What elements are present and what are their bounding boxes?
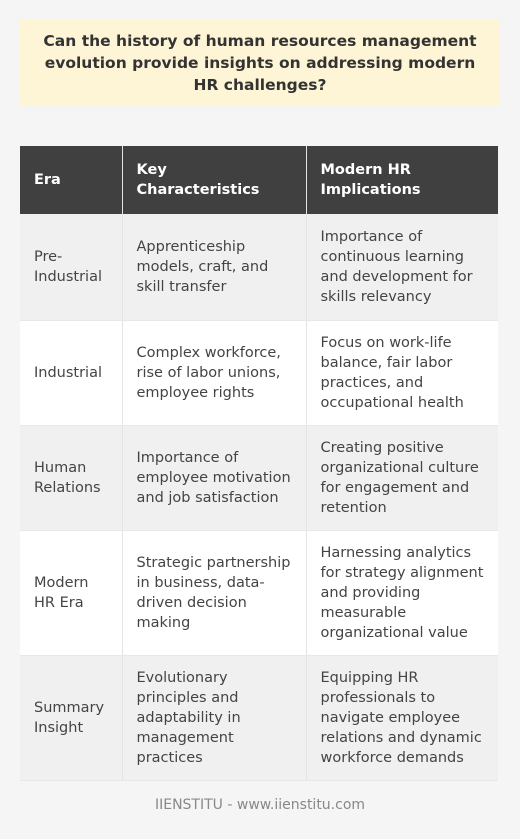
implications-cell: Creating positive organizational culture for engagement and retention <box>306 425 498 530</box>
hr-evolution-table <box>20 146 498 781</box>
table-row <box>20 320 498 425</box>
footer-credit: IIENSTITU - www.iienstitu.com <box>154 797 366 813</box>
implications-cell: Equipping HR professionals to navigate employee relations and dynamic workforce demands <box>306 655 498 780</box>
era-cell: Pre-Industrial <box>20 214 122 320</box>
question-text: Can the history of human resources management evolution provide insights on addressing modern HR challenges? <box>43 32 477 94</box>
characteristics-cell: Apprenticeship models, craft, and skill transfer <box>122 214 306 320</box>
implications-cell: Harnessing analytics for strategy alignment and providing measurable organizational value <box>306 530 498 655</box>
table-row <box>20 530 498 655</box>
table-row <box>20 655 498 780</box>
table-row <box>20 425 498 530</box>
question-banner <box>20 20 500 106</box>
characteristics-cell: Evolutionary principles and adaptability in management practices <box>122 655 306 780</box>
characteristics-cell: Importance of employee motivation and job satisfaction <box>122 425 306 530</box>
era-cell: Human Relations <box>20 425 122 530</box>
implications-cell: Importance of continuous learning and development for skills relevancy <box>306 214 498 320</box>
era-cell: Summary Insight <box>20 655 122 780</box>
table-header-row <box>20 146 498 214</box>
header-modern-hr-implications: Modern HR Implications <box>306 146 498 214</box>
implications-cell: Focus on work-life balance, fair labor practices, and occupational health <box>306 320 498 425</box>
header-key-characteristics: Key Characteristics <box>122 146 306 214</box>
era-cell: Industrial <box>20 320 122 425</box>
header-era: Era <box>20 146 122 214</box>
era-cell: Modern HR Era <box>20 530 122 655</box>
characteristics-cell: Complex workforce, rise of labor unions, employee rights <box>122 320 306 425</box>
table-row <box>20 214 498 320</box>
characteristics-cell: Strategic partnership in business, data-driven decision making <box>122 530 306 655</box>
